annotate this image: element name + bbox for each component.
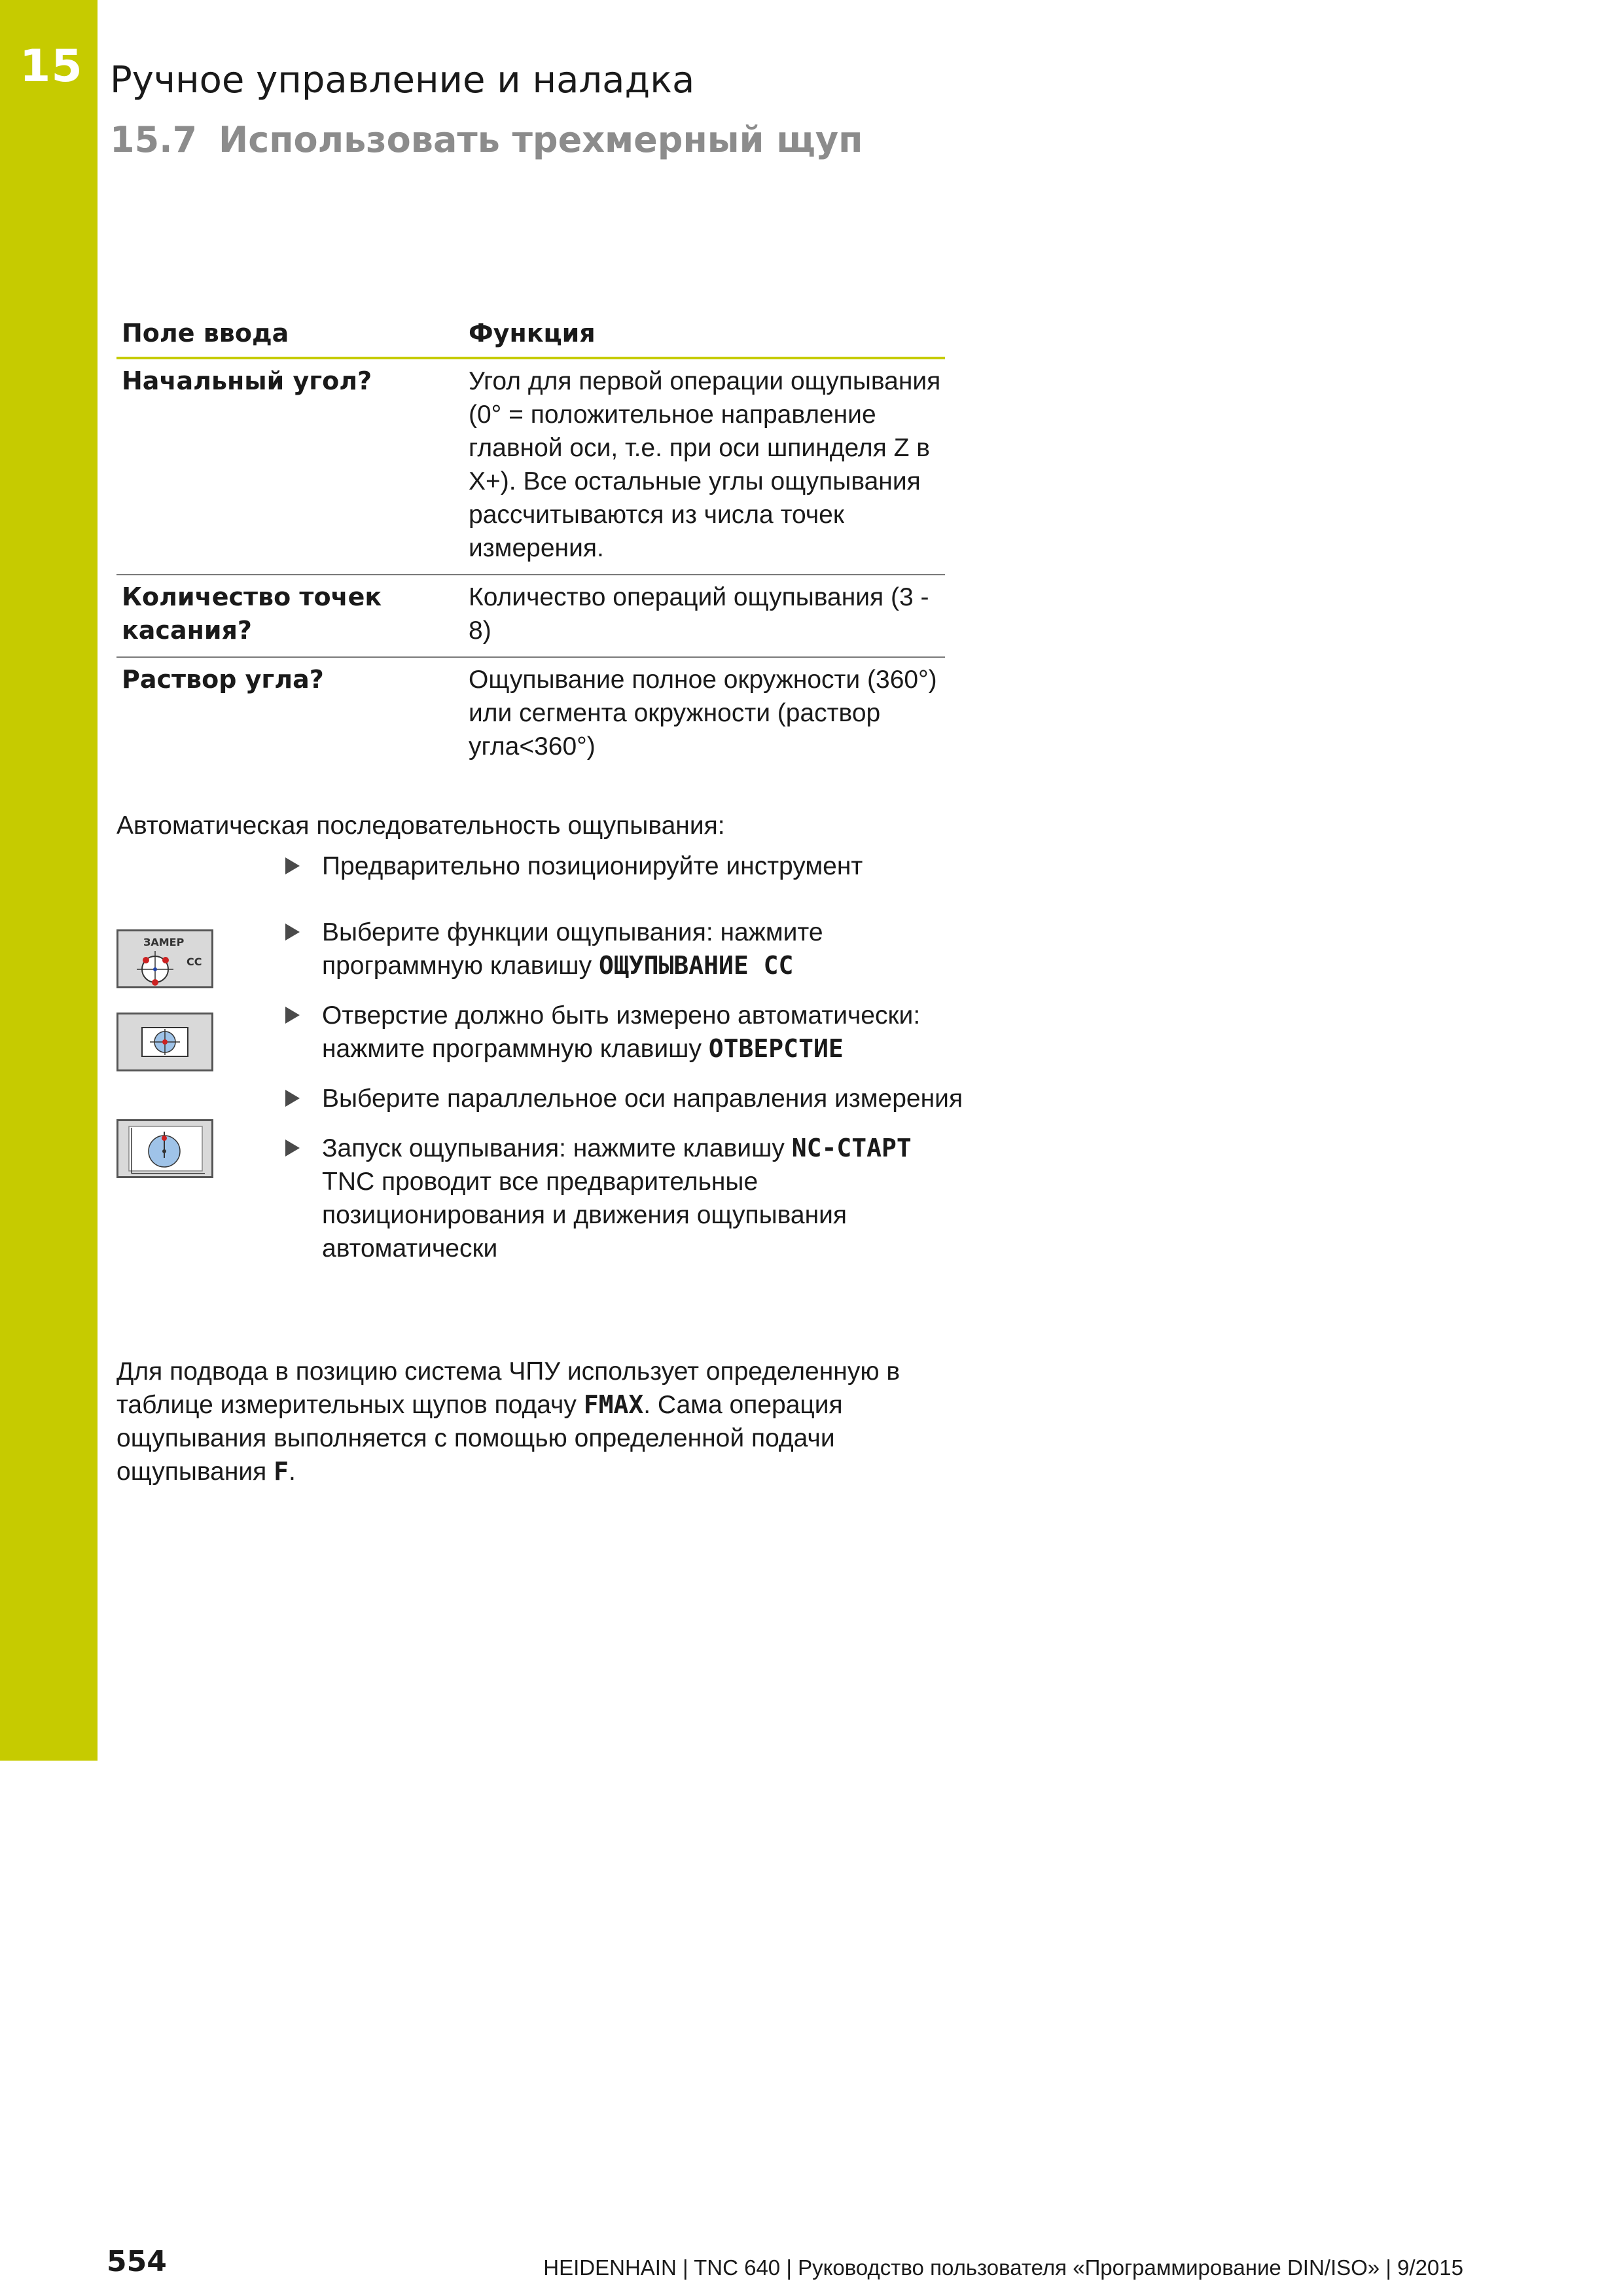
list-item: [281, 1132, 969, 1265]
table-cell-field: Раствор угла?: [122, 665, 324, 694]
probe-cc-softkey[interactable]: [116, 929, 213, 988]
chapter-number: 15: [20, 41, 83, 92]
chapter-sidebar: [0, 0, 98, 1761]
axis-direction-softkey[interactable]: [116, 1119, 213, 1178]
parameters-table: [116, 308, 945, 772]
softkey-label-right: CC: [187, 956, 202, 968]
list-item: [281, 1082, 969, 1115]
table-row: [116, 657, 945, 772]
table-row: [116, 575, 945, 657]
softkey-name: ОЩУПЫВАНИЕ CC: [598, 951, 794, 980]
arrow-right-icon: [285, 924, 300, 941]
softkey-name: ОТВЕРСТИЕ: [708, 1034, 844, 1063]
code-f: F: [274, 1457, 289, 1486]
table-cell-function: Угол для первой операции ощупывания (0° = положительное направление главной оси, т.е. при оси шпинделя Z в X+). Все остальные углы ощупывания рассчитываются из числа точек измерения.: [463, 358, 945, 575]
page-number: 554: [107, 2245, 167, 2278]
footer-text: HEIDENHAIN | TNC 640 | Руководство пользователя «Программирование DIN/ISO» | 9/2015: [543, 2255, 1463, 2280]
chapter-title: Ручное управление и наладка: [110, 59, 695, 101]
closing-text-3: .: [289, 1458, 296, 1486]
list-item: [281, 999, 969, 1066]
closing-paragraph: [116, 1355, 954, 1488]
table-cell-function: Количество операций ощупывания (3 - 8): [463, 575, 945, 657]
step-text: Выберите параллельное оси направления измерения: [322, 1085, 963, 1113]
step-text: Запуск ощупывания: нажмите клавишу: [322, 1134, 792, 1162]
key-name: NC-СТАРТ: [791, 1134, 912, 1162]
table-cell-field: Начальный угол?: [116, 358, 463, 575]
code-fmax: FMAX: [583, 1390, 644, 1419]
step-text-after: TNC проводит все предварительные позиционирования и движения ощупывания автоматически: [322, 1168, 847, 1263]
probe-cc-icon: [118, 931, 211, 986]
table-header-row: [116, 308, 945, 358]
list-item: [281, 916, 969, 982]
list-item: [281, 850, 969, 883]
auto-sequence-intro: Автоматическая последовательность ощупывания:: [116, 812, 725, 840]
arrow-right-icon: [285, 857, 300, 874]
softkey-label-top: ЗАМЕР: [143, 936, 185, 948]
step-list: [281, 850, 969, 1282]
table-cell-field: Количество точек касания?: [116, 575, 463, 657]
arrow-right-icon: [285, 1090, 300, 1107]
section-number: 15.7: [110, 119, 198, 160]
table-header-field: Поле ввода: [116, 308, 463, 358]
table-header-function: Функция: [463, 308, 945, 358]
table-cell-function: Ощупывание полное окружности (360°) или сегмента окружности (раствор угла<360°): [469, 666, 937, 761]
closing-text-2: . Сама операция ощупывания выполняется с помощью определенной подачи ощупывания: [116, 1391, 843, 1486]
bore-hole-icon: [118, 1014, 211, 1069]
section-title-text: Использовать трехмерный щуп: [219, 119, 863, 160]
step-text: Отверстие должно быть измерено автоматически: нажмите программную клавишу: [322, 1001, 921, 1063]
arrow-right-icon: [285, 1139, 300, 1157]
arrow-right-icon: [285, 1007, 300, 1024]
step-text: Предварительно позиционируйте инструмент: [322, 852, 863, 880]
table-row: [116, 358, 945, 575]
step-text: Выберите функции ощупывания: нажмите программную клавишу: [322, 918, 823, 980]
closing-text-1: Для подвода в позицию система ЧПУ использует определенную в таблице измерительных щупов подачу: [116, 1357, 901, 1419]
bore-hole-softkey[interactable]: [116, 1013, 213, 1071]
axis-direction-icon: [118, 1121, 211, 1176]
section-title: [110, 119, 863, 160]
